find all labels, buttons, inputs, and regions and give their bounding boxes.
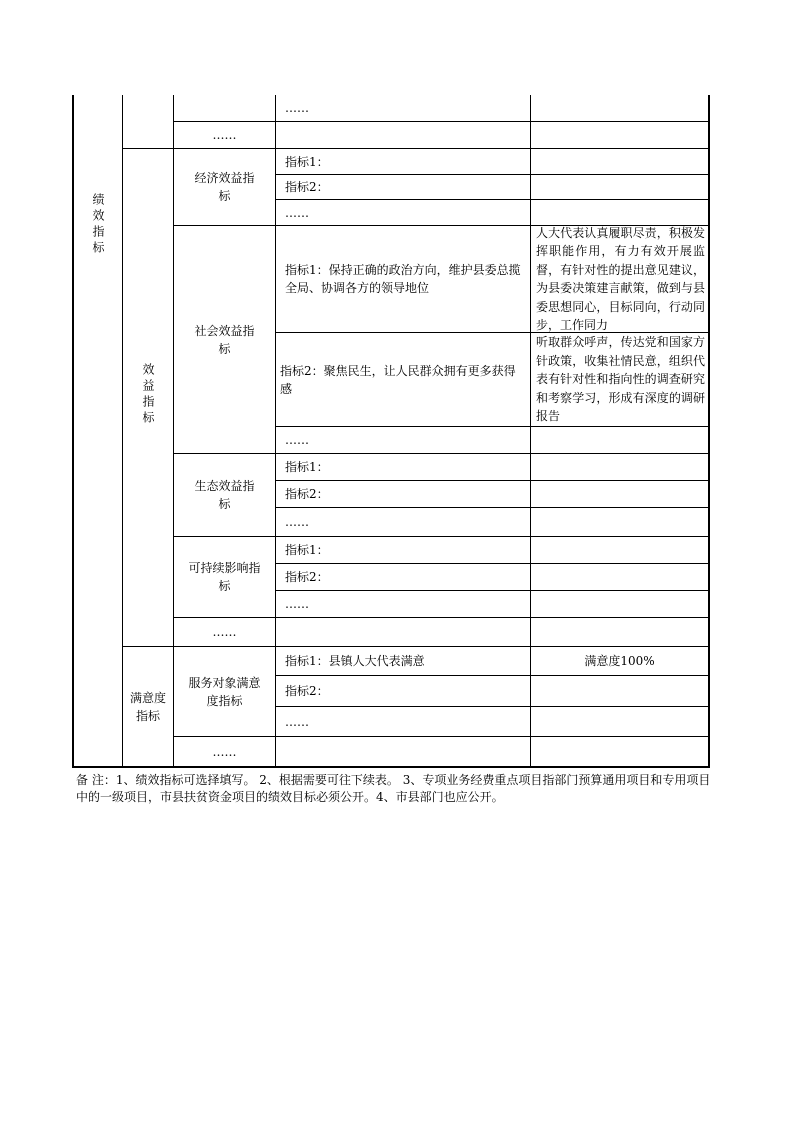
service-indicator-1: 指标1：县镇人大代表满意 xyxy=(285,654,425,668)
service-indicator-2: 指标2： xyxy=(285,684,329,698)
level3-sustainable-label: 可持续影响指标 xyxy=(188,561,261,593)
level3-ellipsis-3: …… xyxy=(212,744,237,759)
ecological-indicator-ellipsis: …… xyxy=(285,515,309,529)
social-indicator-2: 指标2：聚焦民生，让人民群众拥有更多获得感 xyxy=(280,363,516,396)
sustainable-indicator-2: 指标2： xyxy=(285,570,329,584)
social-target-1: 人大代表认真履职尽责，积极发挥职能作用，有力有效开展监督，有针对性的提出意见建议，为县委决策建言献策，做到与县委思想同心，目标同向，行动同步，工作同力 xyxy=(536,225,705,332)
level3-social-label: 社会效益指标 xyxy=(194,323,255,356)
service-target-1: 满意度100% xyxy=(584,654,655,668)
performance-indicator-table xyxy=(72,95,709,768)
ecological-indicator-2: 指标2： xyxy=(285,487,329,501)
level3-ellipsis-1: …… xyxy=(212,128,237,142)
economic-indicator-ellipsis: …… xyxy=(285,205,309,220)
col3-left-seg1 xyxy=(173,95,174,121)
level2-benefit-label: 效益指标 xyxy=(141,363,155,427)
social-indicator-ellipsis: …… xyxy=(285,433,309,447)
economic-indicator-2: 指标2： xyxy=(285,180,329,194)
level3-ellipsis-2: …… xyxy=(212,625,237,639)
level3-economic-label: 经济效益指标 xyxy=(194,171,255,203)
level1-performance-label: 绩效指标 xyxy=(91,193,105,257)
service-indicator-ellipsis: …… xyxy=(285,714,309,729)
social-target-2: 听取群众呼声，传达党和国家方针政策，收集社情民意，组织代表有针对性和指向性的调查研究和考察学习，形成有深度的调研报告 xyxy=(536,335,705,424)
social-indicator-1: 指标1：保持正确的政治方向，维护县委总揽全局、协调各方的领导地位 xyxy=(285,263,521,295)
level2-satisfaction-label: 满意度指标 xyxy=(129,691,166,723)
economic-indicator-1: 指标1： xyxy=(285,154,329,169)
table-border-right xyxy=(708,95,710,768)
indicator-ellipsis-top: …… xyxy=(285,101,309,115)
level3-ecological-label: 生态效益指标 xyxy=(194,479,255,511)
sustainable-indicator-ellipsis: …… xyxy=(285,597,309,611)
level3-service-label: 服务对象满意度指标 xyxy=(188,675,261,708)
ecological-indicator-1: 指标1： xyxy=(285,460,329,474)
sustainable-indicator-1: 指标1： xyxy=(285,543,329,557)
footnote: 备 注：1、绩效指标可选择填写。 2、根据需要可往下续表。 3、专项业务经费重点项目指部门预算通用项目和专用项目中的一级项目，市县扶贫资金项目的绩效目标必须公开。4、市县部门也应公开。 xyxy=(76,773,711,804)
